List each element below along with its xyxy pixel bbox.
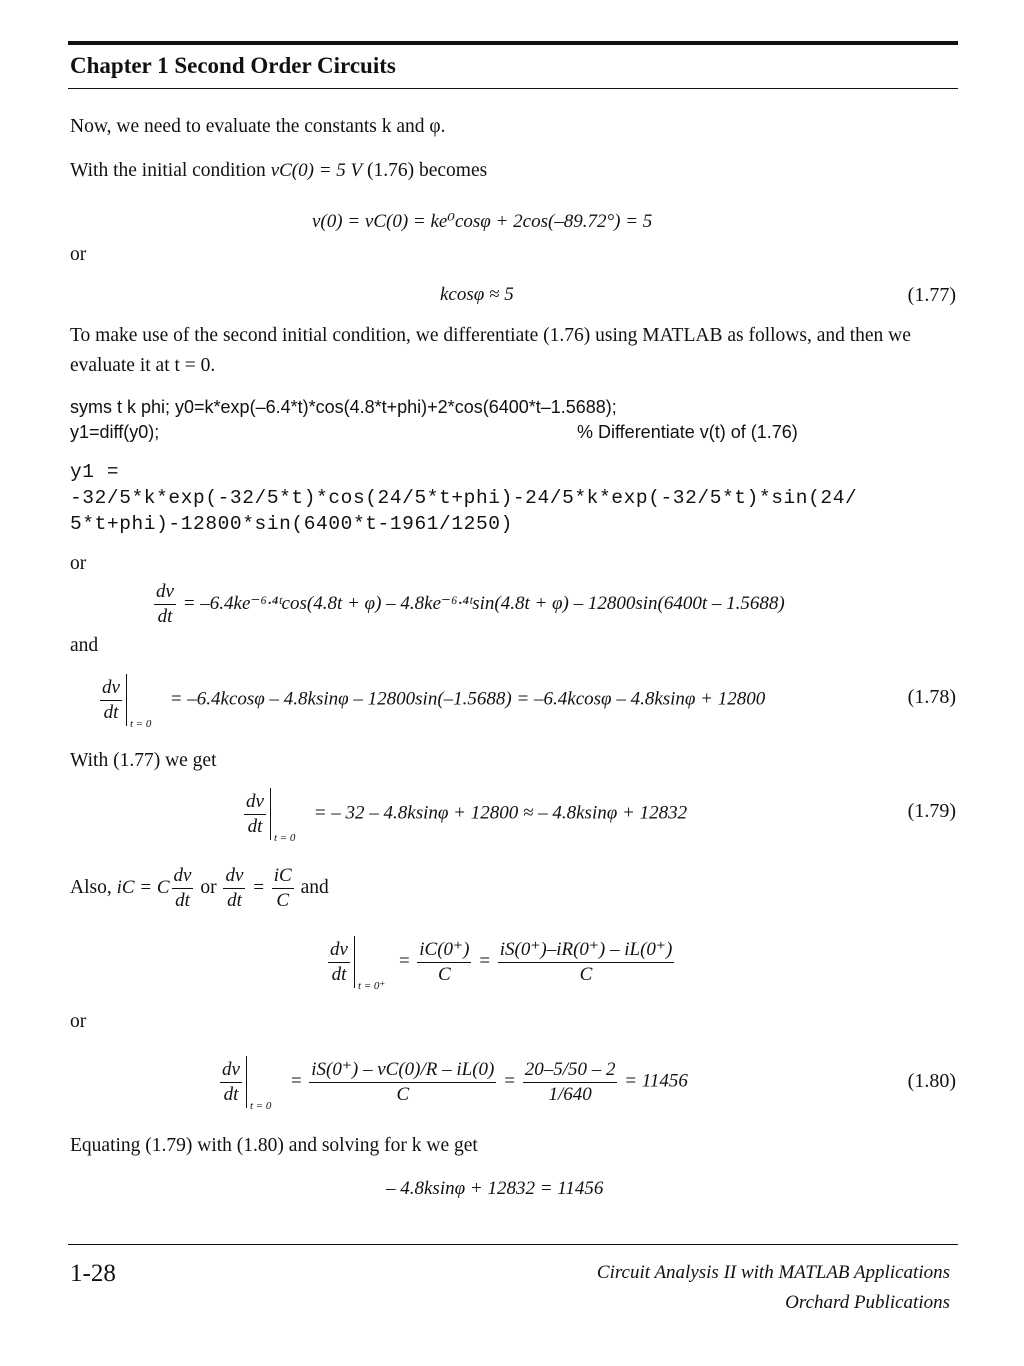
paragraph-initial-condition	[70, 156, 487, 186]
book-title: Circuit Analysis II with MATLAB Applications	[596, 1262, 950, 1283]
fraction-dvdt-180: $\frac{dv}{dt}$	[222, 1058, 240, 1105]
publisher: Orchard Publications	[785, 1292, 950, 1313]
equation-t0plus: $\frac{dv}{dt}$ t = 0⁺ = $\frac{iC(0^+)}{C}$ = $\frac{iS(0^+)-iR(0^+) - iL(0^+)}{C}$	[326, 936, 676, 988]
paragraph-matlab-intro: To make use of the second initial condition, we differentiate (1.76) using MATLAB as follows, and then we evaluate it at t = 0.	[70, 325, 911, 376]
equation-v0: v(0) = vC(0) = ke⁰cosφ + 2cos(–89.72°) = 5	[312, 211, 653, 232]
equation-final: – 4.8ksinφ + 12832 = 11456	[386, 1178, 604, 1199]
eq179-rhs: = – 32 – 4.8ksinφ + 12800 ≈ – 4.8ksinφ + 12832	[313, 802, 688, 824]
fraction-numeric: $\frac{20-5/50 - 2}{1/640}$	[524, 1058, 616, 1105]
paragraph-with-177: With (1.77) we get	[70, 750, 217, 771]
code-diff-command: y1=diff(y0);	[70, 422, 160, 442]
code-line-1: syms t k phi; y0=k*exp(–6.4*t)*cos(4.8*t+phi)+2*cos(6400*t–1.5688);	[70, 397, 617, 417]
chapter-title: Chapter 1 Second Order Circuits	[70, 53, 396, 78]
eval-bar-178: t = 0	[126, 674, 161, 726]
matlab-output-3: 5*t+phi)-12800*sin(6400*t-1961/1250)	[70, 513, 513, 535]
equation-1-78	[98, 674, 766, 730]
dvdt-rhs: = –6.4ke⁻⁶·⁴ᵗcos(4.8t + φ) – 4.8ke⁻⁶·⁴ᵗsin(4.8t + φ) – 12800sin(6400t – 1.5688)	[182, 592, 785, 614]
eval-bar-180: t = 0	[246, 1056, 281, 1108]
eq178-rhs: = –6.4kcosφ – 4.8ksinφ – 12800sin(–1.5688) = –6.4kcosφ – 4.8ksinφ + 12800	[169, 688, 766, 710]
equation-dvdt	[152, 580, 785, 629]
or-label-3: or	[70, 1011, 87, 1032]
eq180-result: = 11456	[624, 1070, 688, 1092]
eval-bar-t0plus: t = 0⁺	[354, 936, 389, 988]
paragraph-constants: Now, we need to evaluate the constants k and φ.	[70, 116, 446, 137]
equation-1-77: kcosφ ≈ 5	[440, 284, 514, 305]
fraction-ic-over-c: $\frac{iC}{C}$	[273, 865, 292, 911]
eval-bar-179: t = 0	[270, 788, 305, 840]
ic-equals-c: iC = C	[116, 876, 170, 898]
fraction-dvdt-179: $\frac{dv}{dt}$	[246, 790, 264, 837]
fraction-dvdt: $\frac{dv}{dt}$	[156, 581, 174, 627]
top-rule	[68, 41, 958, 45]
fraction-dvdt-also: $\frac{dv}{dt}$	[173, 865, 192, 911]
equation-number-1-78: (1.78)	[907, 686, 956, 708]
fraction-ic0plus: $\frac{iC(0^+)}{C}$	[419, 938, 470, 985]
paragraph-equating: Equating (1.79) with (1.80) and solving for k we get	[70, 1135, 478, 1156]
page-number: 1-28	[70, 1260, 116, 1287]
or-label-1: or	[70, 244, 87, 265]
fraction-is-ir-il: $\frac{iS(0^+)-iR(0^+) - iL(0^+)}{C}$	[499, 938, 673, 985]
ic-text-b: (1.76) becomes	[362, 160, 488, 181]
paragraph-also: Also, iC = C $\frac{dv}{dt}$ or $\frac{dv}{dt}$ = $\frac{iC}{C}$ and	[70, 865, 329, 911]
ic-value: vC(0) = 5 V	[270, 160, 363, 181]
fraction-dvdt-178: $\frac{dv}{dt}$	[102, 676, 120, 723]
and-label: and	[70, 635, 99, 656]
fraction-dvdt-also-2: $\frac{dv}{dt}$	[225, 865, 244, 911]
equation-number-1-80: (1.80)	[907, 1070, 956, 1092]
equation-1-79	[242, 788, 688, 844]
header-rule	[68, 88, 958, 89]
matlab-output-1: y1 =	[70, 461, 120, 483]
code-line-2	[70, 422, 159, 443]
equation-number-1-77: (1.77)	[907, 284, 956, 306]
fraction-dvdt-t0plus: $\frac{dv}{dt}$	[330, 938, 348, 985]
or-label-2: or	[70, 553, 87, 574]
fraction-is-vc-il: $\frac{iS(0^+) - vC(0)/R - iL(0)}{C}$	[311, 1058, 495, 1105]
matlab-output-2: -32/5*k*exp(-32/5*t)*cos(24/5*t+phi)-24/5*k*exp(-32/5*t)*sin(24/	[70, 487, 858, 509]
equation-number-1-79: (1.79)	[907, 800, 956, 822]
equation-1-80: $\frac{dv}{dt}$ t = 0 = $\frac{iS(0^+) - vC(0)/R - iL(0)}{C}$ = $\frac{20-5/50 - 2}{1/640}$ = 11456	[218, 1056, 688, 1108]
code-comment: % Differentiate v(t) of (1.76)	[577, 422, 798, 442]
footer-rule	[68, 1244, 958, 1245]
ic-text-a: With the initial condition	[70, 160, 271, 181]
